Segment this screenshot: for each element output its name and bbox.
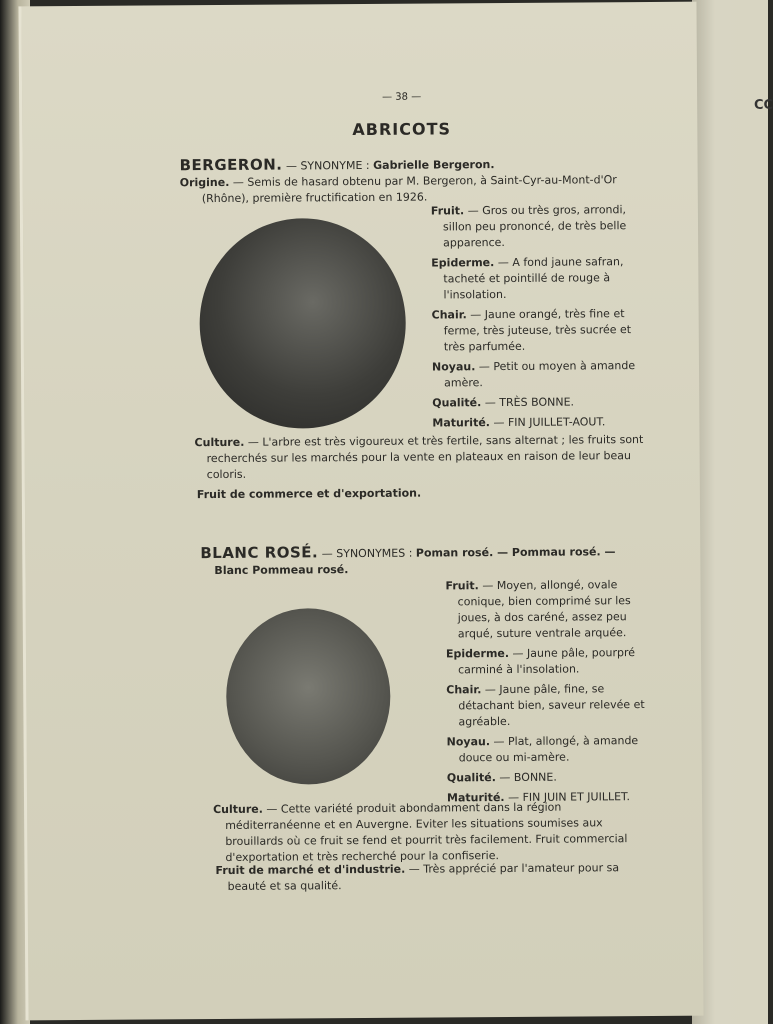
usage-line: Fruit de commerce et d'exportation. [196,486,422,502]
property-label: Maturité. [432,416,490,430]
page-title: ABRICOTS [352,119,452,140]
culture-paragraph [213,799,653,866]
property-chair [446,681,646,730]
property-epiderme [431,254,639,303]
property-label: Fruit. [430,204,465,218]
property-qualit [432,394,640,411]
property-text: — TRÈS BONNE. [481,395,575,410]
synonyms: Gabrielle Bergeron. [373,158,495,172]
property-text: — Plat, allongé, à amande douce ou mi-amère. [458,734,639,765]
property-label: Epiderme. [445,646,510,661]
property-label: Fruit. [445,579,479,593]
origin-text: — Semis de hasard obtenu par M. Bergeron, à Saint-Cyr-au-Mont-d'Or (Rhône), première fructification en 1926. [201,173,617,206]
property-label: Chair. [446,683,482,697]
blanc-rose-apricot-photo [226,608,391,785]
property-label: Maturité. [446,791,505,805]
property-noyau [447,733,647,766]
usage-text: — Très apprécié par l'amateur pour sa beauté et sa qualité. [227,861,620,893]
culture-paragraph [194,432,644,483]
property-text: — BONNE. [495,770,557,785]
property-label: Chair. [431,308,467,322]
culture-text: — L'arbre est très vigoureux et très fertile, sans alternat ; les fruits sont recherchés sur les marchés pour la vente en plateaux en raison de leur beau coloris. [206,433,644,482]
property-chair [432,306,640,355]
page-number: — 38 — [382,91,422,103]
property-label: Noyau. [431,360,476,374]
variety-heading [200,542,650,579]
property-text: — Jaune pâle, pourpré carminé à l'insolation. [458,646,636,677]
usage-label: Fruit de marché et d'industrie. [215,862,406,878]
culture-label: Culture. [194,435,245,450]
origin-label: Origine. [179,175,230,190]
property-text: — FIN JUIN ET JUILLET. [504,790,630,805]
synonym-label: — SYNONYME : [282,158,374,173]
culture-text: — Cette variété produit abondamment dans la région méditerranéenne et en Auvergne. Eviter les situations soumises aux brouillards où ce fruit se fend et pourrit très facilement. Fruit commercial d'exportation et très recherché pour la confiserie. [225,800,628,864]
variety-name: BLANC ROSÉ. [200,543,319,563]
culture-label: Culture. [213,802,263,817]
book-page [18,2,703,1021]
synonym-label: — SYNONYMES : [318,546,416,561]
property-maturit [432,414,640,431]
property-text: — Gros ou très gros, arrondi, sillon peu prononcé, de très belle apparence. [442,203,627,250]
property-label: Noyau. [446,735,491,749]
property-text: — A fond jaune safran, tacheté et pointillé de rouge à l'insolation. [443,255,624,302]
usage-paragraph [215,860,655,895]
property-label: Qualité. [432,396,482,410]
property-noyau [432,358,640,391]
variety-name: BERGERON. [179,155,283,175]
property-fruit [431,202,639,251]
property-text: — Petit ou moyen à amande amère. [444,359,636,390]
synonyms: Poman rosé. — Pommau rosé. — Blanc Pommeau rosé. [214,545,616,578]
property-epiderme [446,645,646,678]
property-label: Epiderme. [431,256,495,270]
property-text: — FIN JUILLET-AOUT. [489,415,606,430]
right-page-fragment: CC [754,98,773,113]
property-text: — Jaune pâle, fine, se détachant bien, saveur relevée et agréable. [458,682,645,729]
right-page [692,0,773,1024]
property-text: — Jaune orangé, très fine et ferme, très juteuse, très sucrée et très parfumée. [443,307,632,354]
property-fruit [445,577,645,642]
bergeron-apricot-photo [199,218,406,429]
property-text: — Moyen, allongé, ovale conique, bien comprimé sur les joues, à dos caréné, assez peu arqué, suture ventrale arquée. [457,578,631,641]
property-qualit [447,769,647,786]
property-label: Qualité. [446,771,496,785]
